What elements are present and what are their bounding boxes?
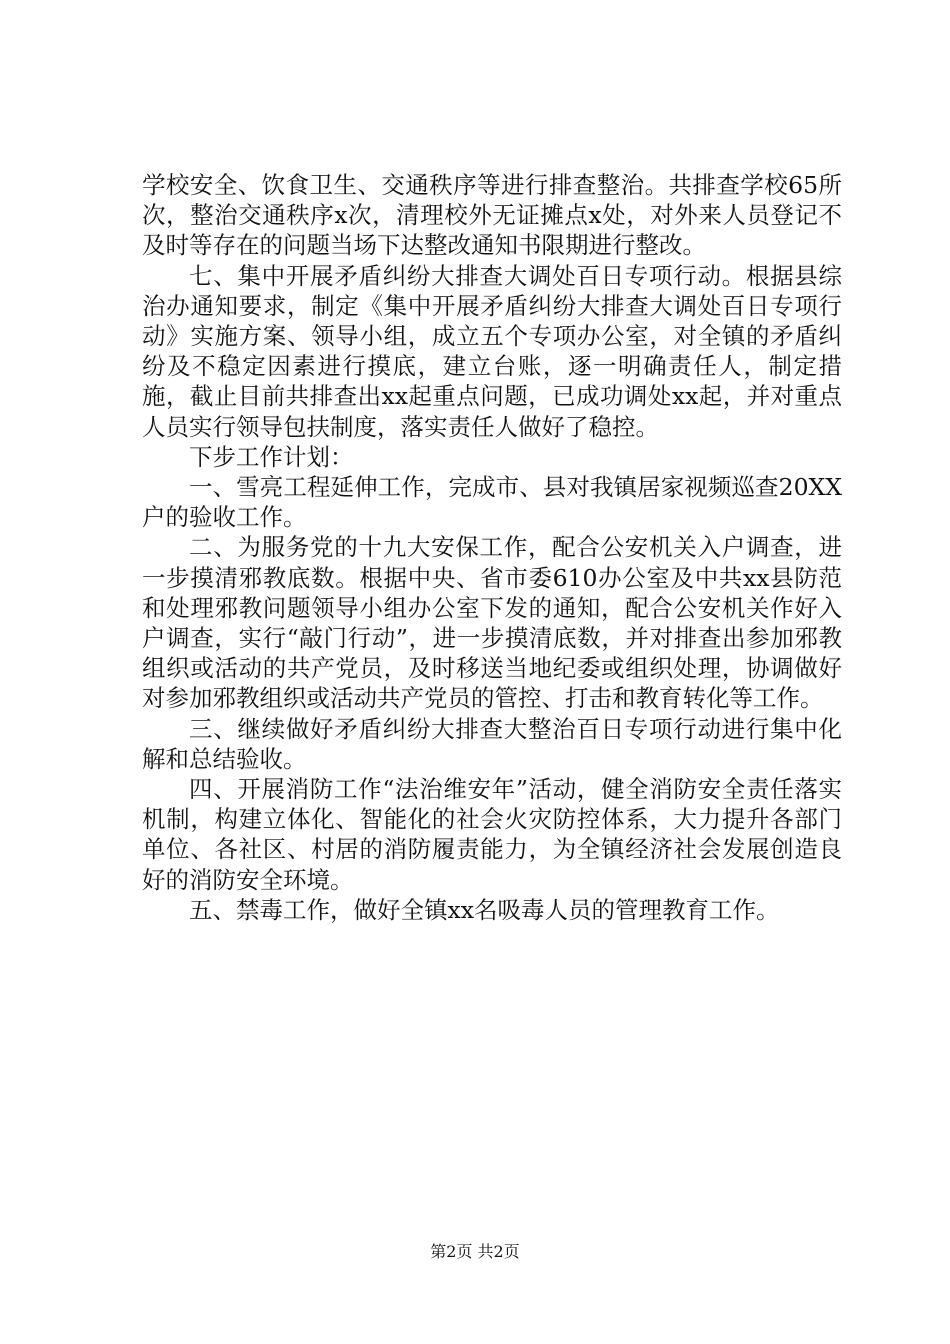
paragraph-plan-three: 三、继续做好矛盾纠纷大排查大整治百日专项行动进行集中化解和总结验收。: [142, 714, 842, 773]
paragraph-item-seven: 七、集中开展矛盾纠纷大排查大调处百日专项行动。根据县综治办通知要求，制定《集中开展矛盾纠纷大排查大调处百日专项行动》实施方案、领导小组，成立五个专项办公室，对全镇的矛盾纠纷及不稳定因素进行摸底，建立台账，逐一明确责任人，制定措施，截止目前共排查出xx起重点问题，已成功调处xx起，并对重点人员实行领导包扶制度，落实责任人做好了稳控。: [142, 261, 842, 441]
page-number-footer: 第2页 共2页: [430, 1242, 520, 1261]
paragraph-next-plan-heading: 下步工作计划：: [189, 442, 354, 471]
paragraph-plan-one: 一、雪亮工程延伸工作，完成市、县对我镇居家视频巡查20XX户的验收工作。: [142, 473, 842, 532]
paragraph-plan-two: 二、为服务党的十九大安保工作，配合公安机关入户调查，进一步摸清邪教底数。根据中央、省市委610办公室及中共xx县防范和处理邪教问题领导小组办公室下发的通知，配合公安机关作好入户调查，实行“敲门行动”，进一步摸清底数，并对排查出参加邪教组织或活动的共产党员，及时移送当地纪委或组织处理，协调做好对参加邪教组织或活动共产党员的管控、打击和教育转化等工作。: [142, 533, 842, 713]
paragraph-plan-five: 五、禁毒工作，做好全镇xx名吸毒人员的管理教育工作。: [189, 895, 780, 924]
paragraph-continuation: 学校安全、饮食卫生、交通秩序等进行排查整治。共排查学校65所次，整治交通秩序x次，清理校外无证摊点x处，对外来人员登记不及时等存在的问题当场下达整改通知书限期进行整改。: [142, 171, 842, 260]
paragraph-plan-four: 四、开展消防工作“法治维安年”活动，健全消防安全责任落实机制，构建立体化、智能化的社会火灾防控体系，大力提升各部门单位、各社区、村居的消防履责能力，为全镇经济社会发展创造良好的消防安全环境。: [142, 775, 842, 894]
document-body: [142, 170, 842, 925]
